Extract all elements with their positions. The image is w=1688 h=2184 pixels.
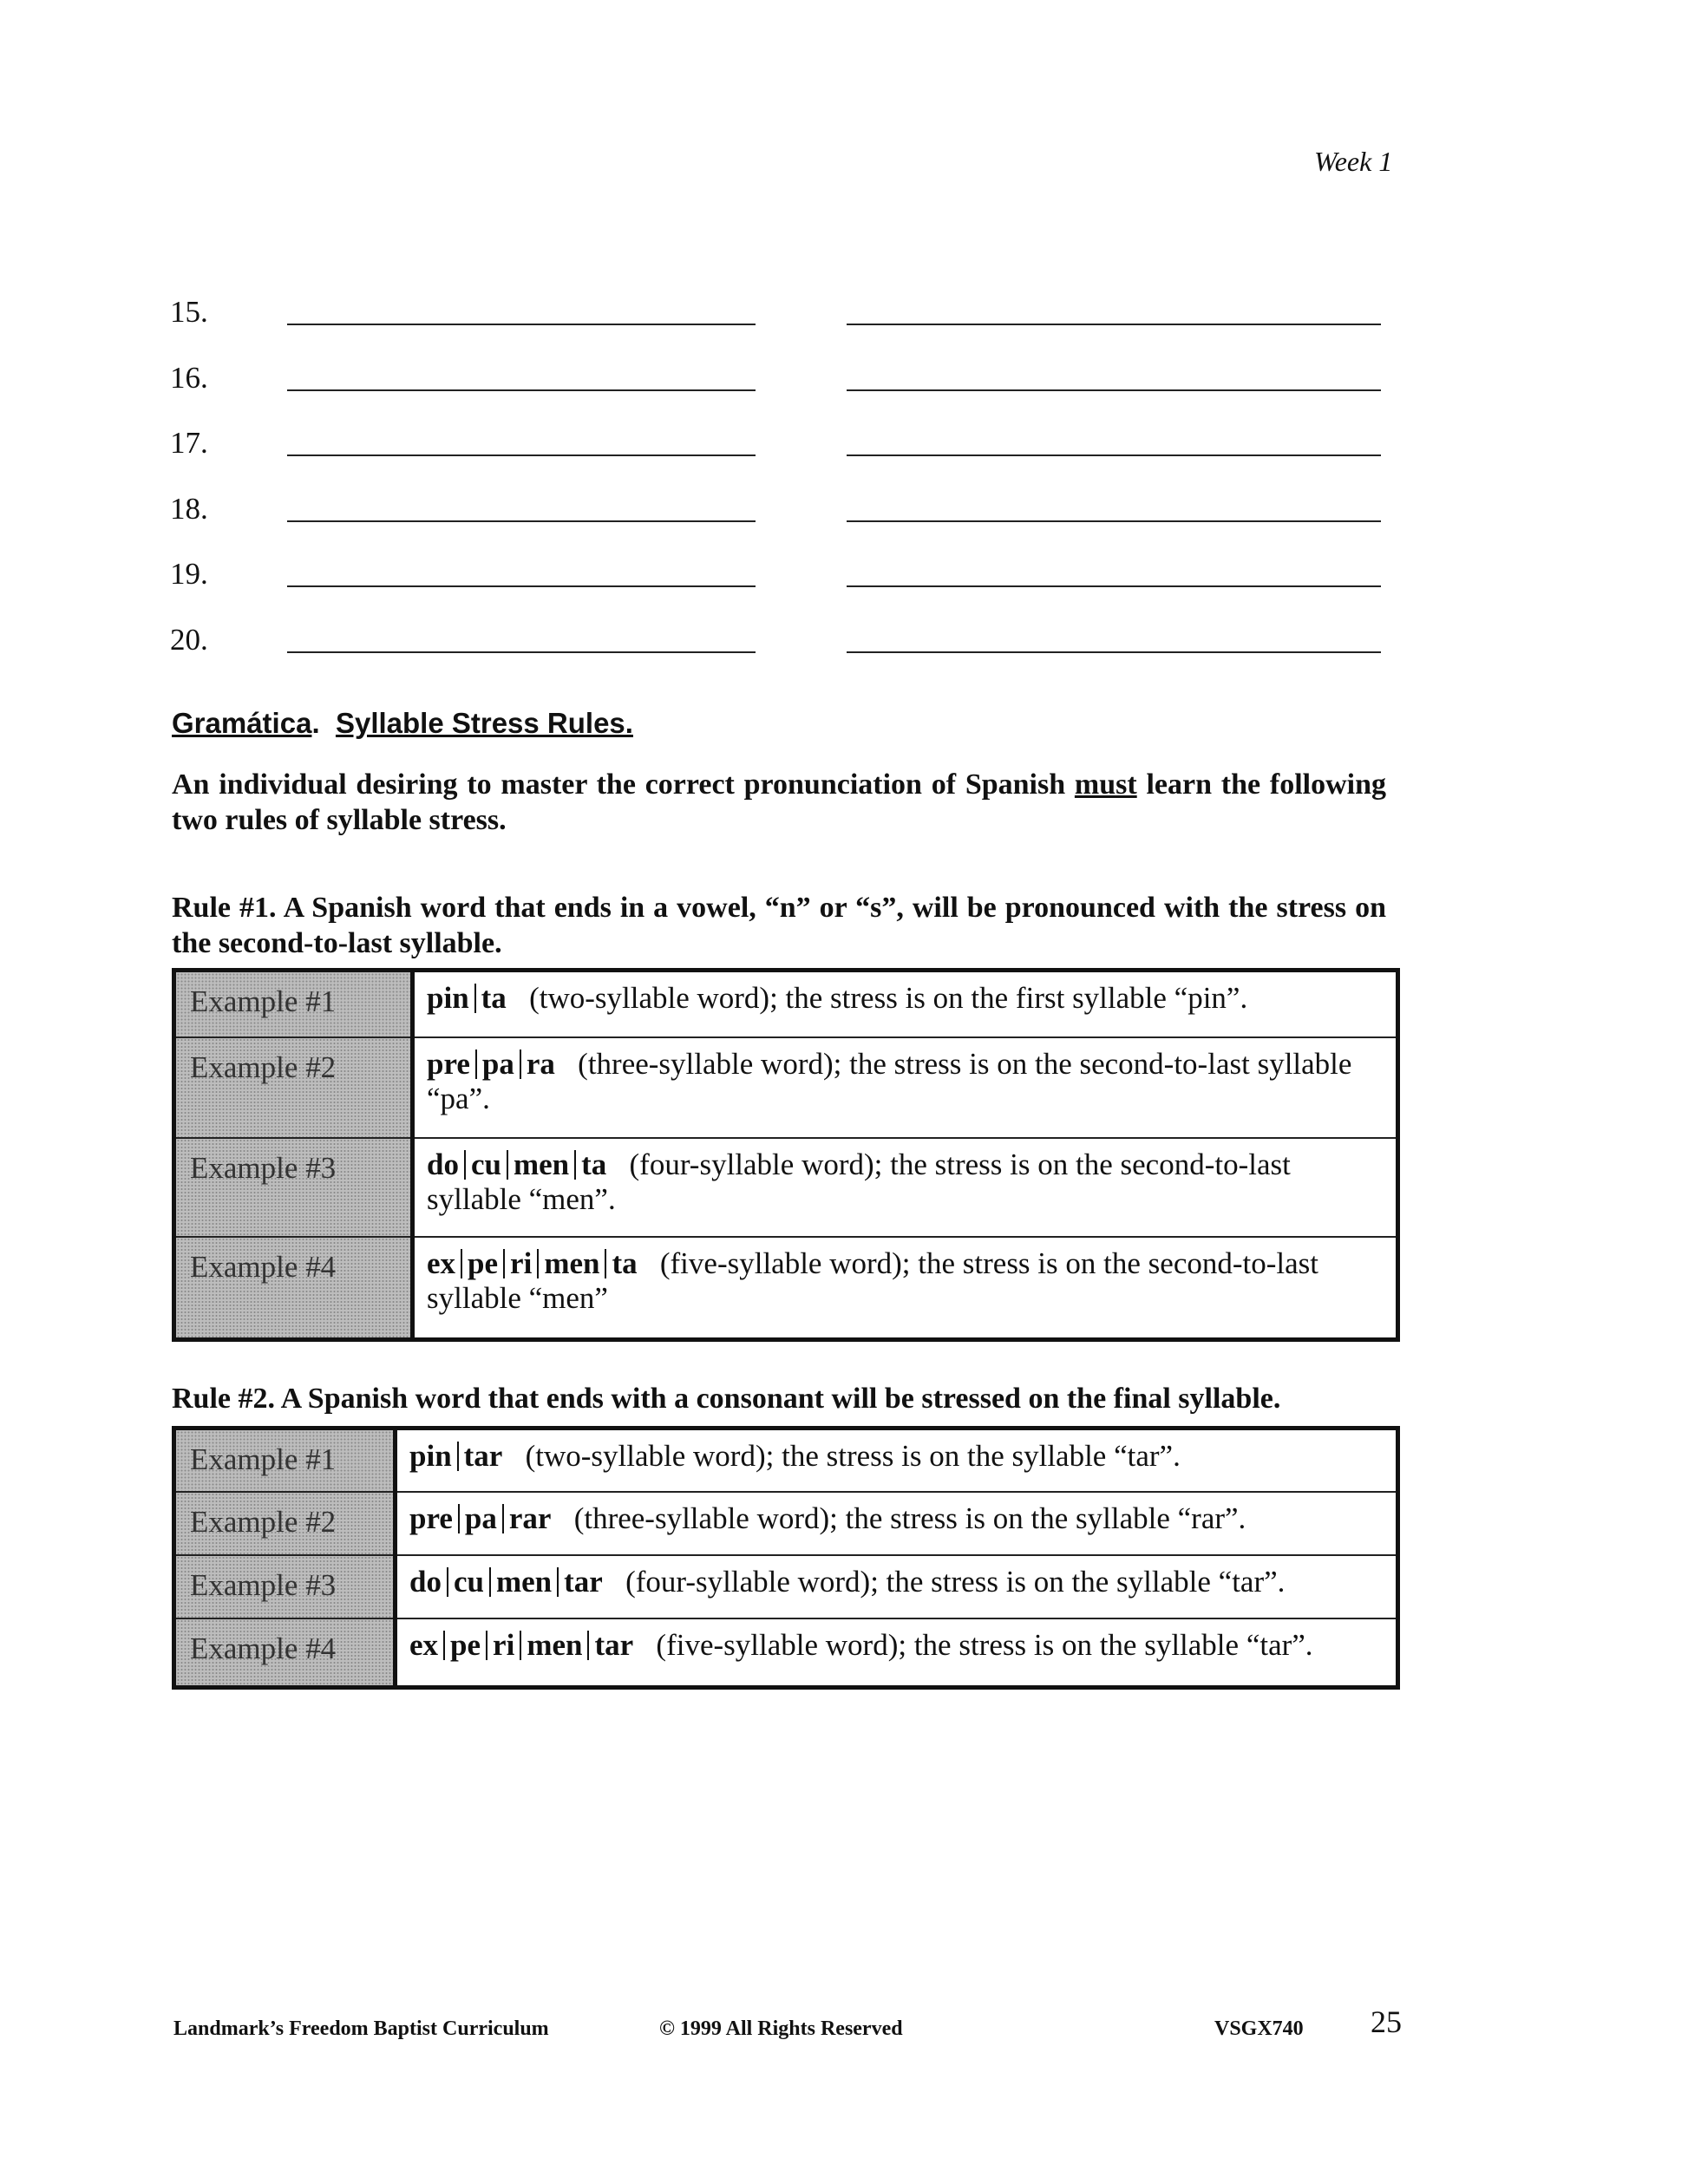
rule-1-examples-table [172,968,1400,1342]
syllable: pa [464,1501,497,1535]
syllable-breakdown [427,1047,555,1081]
example-text [396,1555,1398,1618]
footer-copyright: © 1999 All Rights Reserved [659,2017,903,2040]
syllable: ta [612,1246,638,1280]
heading-dot: . [311,707,320,739]
example-label: Example #2 [174,1037,413,1138]
syllable: cu [453,1564,484,1599]
intro-paragraph [172,767,1386,838]
syllable-divider [502,1504,504,1533]
syllable: pe [450,1627,481,1662]
rule-1-text: Rule #1. A Spanish word that ends in a vowel, “n” or “s”, will be pronounced with the stress on the second-to-last syllable. [172,892,1386,959]
item-number: 15. [170,295,208,329]
answer-blank-right[interactable] [847,389,1381,391]
syllable-divider [574,1150,576,1180]
syllable: do [409,1564,442,1599]
item-number: 16. [170,360,208,395]
example-row [174,1429,1398,1492]
example-text [413,1237,1398,1340]
syllable-divider [507,1150,508,1180]
example-row [174,1492,1398,1555]
syllable-divider [503,1249,505,1278]
syllable: men [544,1246,600,1280]
syllable-divider [443,1631,445,1660]
syllable: tar [594,1627,634,1662]
answer-blank-right[interactable] [847,651,1381,653]
example-row [174,1555,1398,1618]
rule-2-examples-table [172,1426,1400,1690]
answer-blank-left[interactable] [287,324,756,325]
footer-publisher: Landmark’s Freedom Baptist Curriculum [173,2017,549,2040]
syllable: rar [508,1501,552,1535]
syllable-divider [587,1631,589,1660]
example-description: (three-syllable word); the stress is on the syllable “rar”. [573,1501,1246,1535]
example-label: Example #1 [174,971,413,1037]
syllable-divider [486,1631,487,1660]
syllable-breakdown [409,1628,633,1662]
syllable-divider [489,1567,491,1597]
answer-blank-left[interactable] [287,651,756,653]
example-description: (four-syllable word); the stress is on the second-to-last syllable “men”. [427,1147,1291,1216]
syllable: ex [409,1627,439,1662]
syllable-divider [520,1631,521,1660]
intro-emphasis: must [1074,768,1137,801]
answer-blank-right[interactable] [847,585,1381,587]
example-description: (five-syllable word); the stress is on the syllable “tar”. [656,1627,1313,1662]
syllable: pe [468,1246,499,1280]
syllable: pre [427,1046,470,1081]
syllable-divider [447,1567,448,1597]
syllable-breakdown [427,1246,638,1280]
syllable-divider [537,1249,539,1278]
example-row [174,1037,1398,1138]
syllable: cu [470,1147,501,1181]
answer-blank-right[interactable] [847,454,1381,456]
syllable-divider [475,1049,477,1079]
syllable: men [513,1147,570,1181]
section-label: Gramática [172,707,312,739]
example-text [396,1492,1398,1555]
week-label: Week 1 [1314,146,1393,177]
syllable-breakdown [427,981,507,1015]
example-row [174,1618,1398,1688]
syllable-divider [458,1504,460,1533]
example-row [174,1237,1398,1340]
syllable-divider [474,984,476,1013]
syllable: ta [481,981,507,1015]
example-text [396,1618,1398,1688]
answer-blank-left[interactable] [287,585,756,587]
example-label: Example #3 [174,1138,413,1237]
example-text [413,971,1398,1037]
syllable-breakdown [409,1565,603,1599]
syllable-breakdown [409,1439,502,1473]
answer-blank-right[interactable] [847,520,1381,522]
example-description: (two-syllable word); the stress is on the syllable “tar”. [525,1439,1181,1473]
syllable: ri [493,1627,515,1662]
syllable: ex [427,1246,456,1280]
intro-text: An individual desiring to master the correct pronunciation of Spanish [172,768,1075,801]
example-label: Example #1 [174,1429,396,1492]
syllable-divider [464,1150,466,1180]
syllable-divider [457,1442,459,1471]
example-label: Example #2 [174,1492,396,1555]
syllable: pin [427,981,469,1015]
syllable: ta [581,1147,607,1181]
example-row [174,971,1398,1037]
example-label: Example #4 [174,1618,396,1688]
syllable: pin [409,1439,452,1473]
syllable-divider [605,1249,606,1278]
footer-code: VSGX740 [1214,2017,1304,2040]
syllable: pa [481,1046,514,1081]
syllable: pre [409,1501,453,1535]
syllable: men [495,1564,553,1599]
syllable-divider [557,1567,559,1597]
answer-blank-right[interactable] [847,324,1381,325]
intro-text-end: learn the following two rules of syllable stress. [172,768,1386,836]
item-number: 17. [170,426,208,460]
answer-blank-left[interactable] [287,454,756,456]
example-label: Example #4 [174,1237,413,1340]
syllable-breakdown [409,1501,551,1535]
example-text [413,1138,1398,1237]
example-description: (five-syllable word); the stress is on the second-to-last syllable “men” [427,1246,1318,1315]
example-row [174,1138,1398,1237]
section-title: Syllable Stress Rules. [335,707,633,739]
syllable: ri [510,1246,533,1280]
answer-blank-left[interactable] [287,389,756,391]
example-label: Example #3 [174,1555,396,1618]
syllable: men [527,1627,583,1662]
item-number: 20. [170,622,208,657]
answer-blank-left[interactable] [287,520,756,522]
syllable-divider [520,1049,521,1079]
example-text [413,1037,1398,1138]
item-number: 19. [170,557,208,591]
rule-2-text: Rule #2. A Spanish word that ends with a consonant will be stressed on the final syllable. [172,1383,1281,1415]
example-text [396,1429,1398,1492]
page-number: 25 [1371,2004,1402,2039]
syllable-breakdown [427,1148,606,1181]
syllable: ra [526,1046,555,1081]
item-number: 18. [170,491,208,526]
syllable: tar [564,1564,603,1599]
section-heading [172,707,633,740]
example-description: (three-syllable word); the stress is on the second-to-last syllable “pa”. [427,1046,1352,1115]
example-description: (two-syllable word); the stress is on the first syllable “pin”. [529,981,1248,1015]
syllable: tar [463,1439,503,1473]
syllable-divider [461,1249,462,1278]
example-description: (four-syllable word); the stress is on the syllable “tar”. [625,1564,1286,1599]
syllable: do [427,1147,459,1181]
